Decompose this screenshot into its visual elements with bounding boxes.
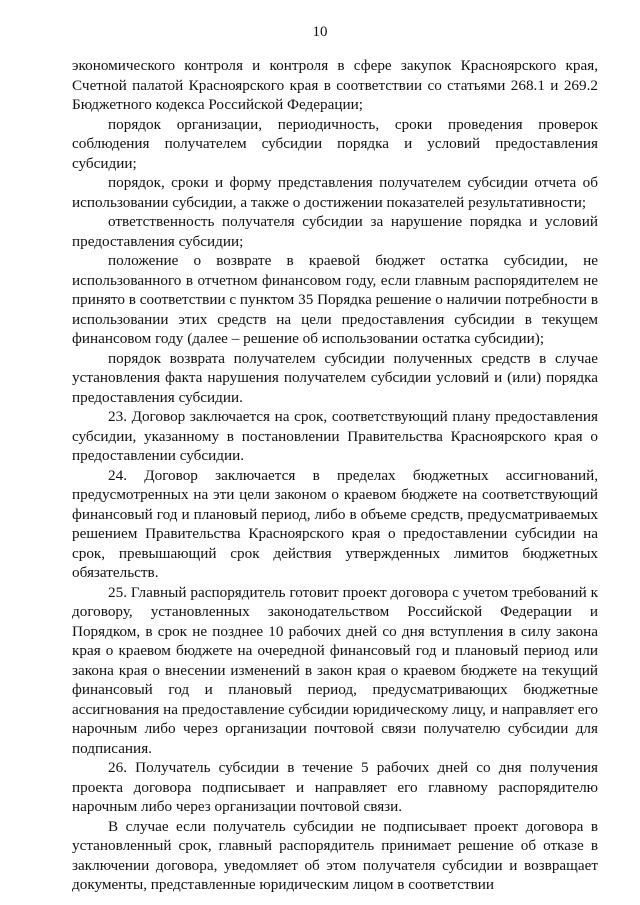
paragraph-responsibility: ответственность получателя субсидии за нарушение порядка и условий предоставления субсидии;: [72, 213, 598, 250]
paragraph-continuation: экономического контроля и контроля в сфере закупок Красноярского края, Счетной палатой Красноярского края в соответствии со статьями 268.1 и 269.2 Бюджетного кодекса Российской Федерации;: [72, 57, 598, 113]
document-body: [72, 56, 598, 895]
paragraph-inspection-procedure: порядок организации, периодичность, сроки проведения проверок соблюдения получателем субсидии порядка и условий предоставления субсидии;: [72, 115, 598, 172]
paragraph-item-23: 23. Договор заключается на срок, соответствующий плану предоставления субсидии, указанному в постановлении Правительства Красноярского края о предоставлении субсидии.: [72, 408, 598, 464]
page-number: 10: [312, 24, 328, 40]
paragraph-refusal: В случае если получатель субсидии не подписывает проект договора в установленный срок, главный распорядитель принимает решение об отказе в заключении договора, уведомляет об этом получателя субсидии и возвращает документы, представленные юридическим лицом в соответствии: [72, 817, 598, 893]
paragraph-item-24: 24. Договор заключается в пределах бюджетных ассигнований, предусмотренных на эти цели законом о краевом бюджете на соответствующий финансовый год и плановый период, либо в объеме средств, предусматриваемых решением Правительства Красноярского края о предоставлении субсидии на срок, превышающий срок действия утвержденных лимитов бюджетных обязательств.: [72, 466, 598, 581]
paragraph-funds-return: порядок возврата получателем субсидии полученных средств в случае установления факта нарушения получателем субсидии условий и (или) порядка предоставления субсидии.: [72, 349, 598, 406]
paragraph-report-procedure: порядок, сроки и форму представления получателем субсидии отчета об использовании субсидии, а также о достижении показателей результативности;: [72, 174, 598, 211]
paragraph-item-25: 25. Главный распорядитель готовит проект договора с учетом требований к договору, установленных законодательством Российской Федерации и Порядком, в срок не позднее 10 рабочих дней со дня вступления в силу закона края о краевом бюджете на очередной финансовый год и плановый период или закона края о внесении изменений в закон края о краевом бюджете на текущий финансовый год и плановый период, предусматривающих бюджетные ассигнования на предоставление субсидии юридическому лицу, и направляет его нарочным либо через организации почтовой связи получателю субсидии для подписания.: [72, 583, 598, 757]
paragraph-item-26: 26. Получатель субсидии в течение 5 рабочих дней со дня получения проекта договора подписывает и направляет его главному распорядителю нарочным либо через организации почтовой связи.: [72, 759, 598, 815]
paragraph-balance-return: положение о возврате в краевой бюджет остатка субсидии, не использованного в отчетном финансовом году, если главным распорядителем не принято в соответствии с пунктом 35 Порядка решение о наличии потребности в использовании этих средств на цели предоставления субсидии в текущем финансовом году (далее – решение об использовании остатка субсидии);: [72, 252, 598, 347]
